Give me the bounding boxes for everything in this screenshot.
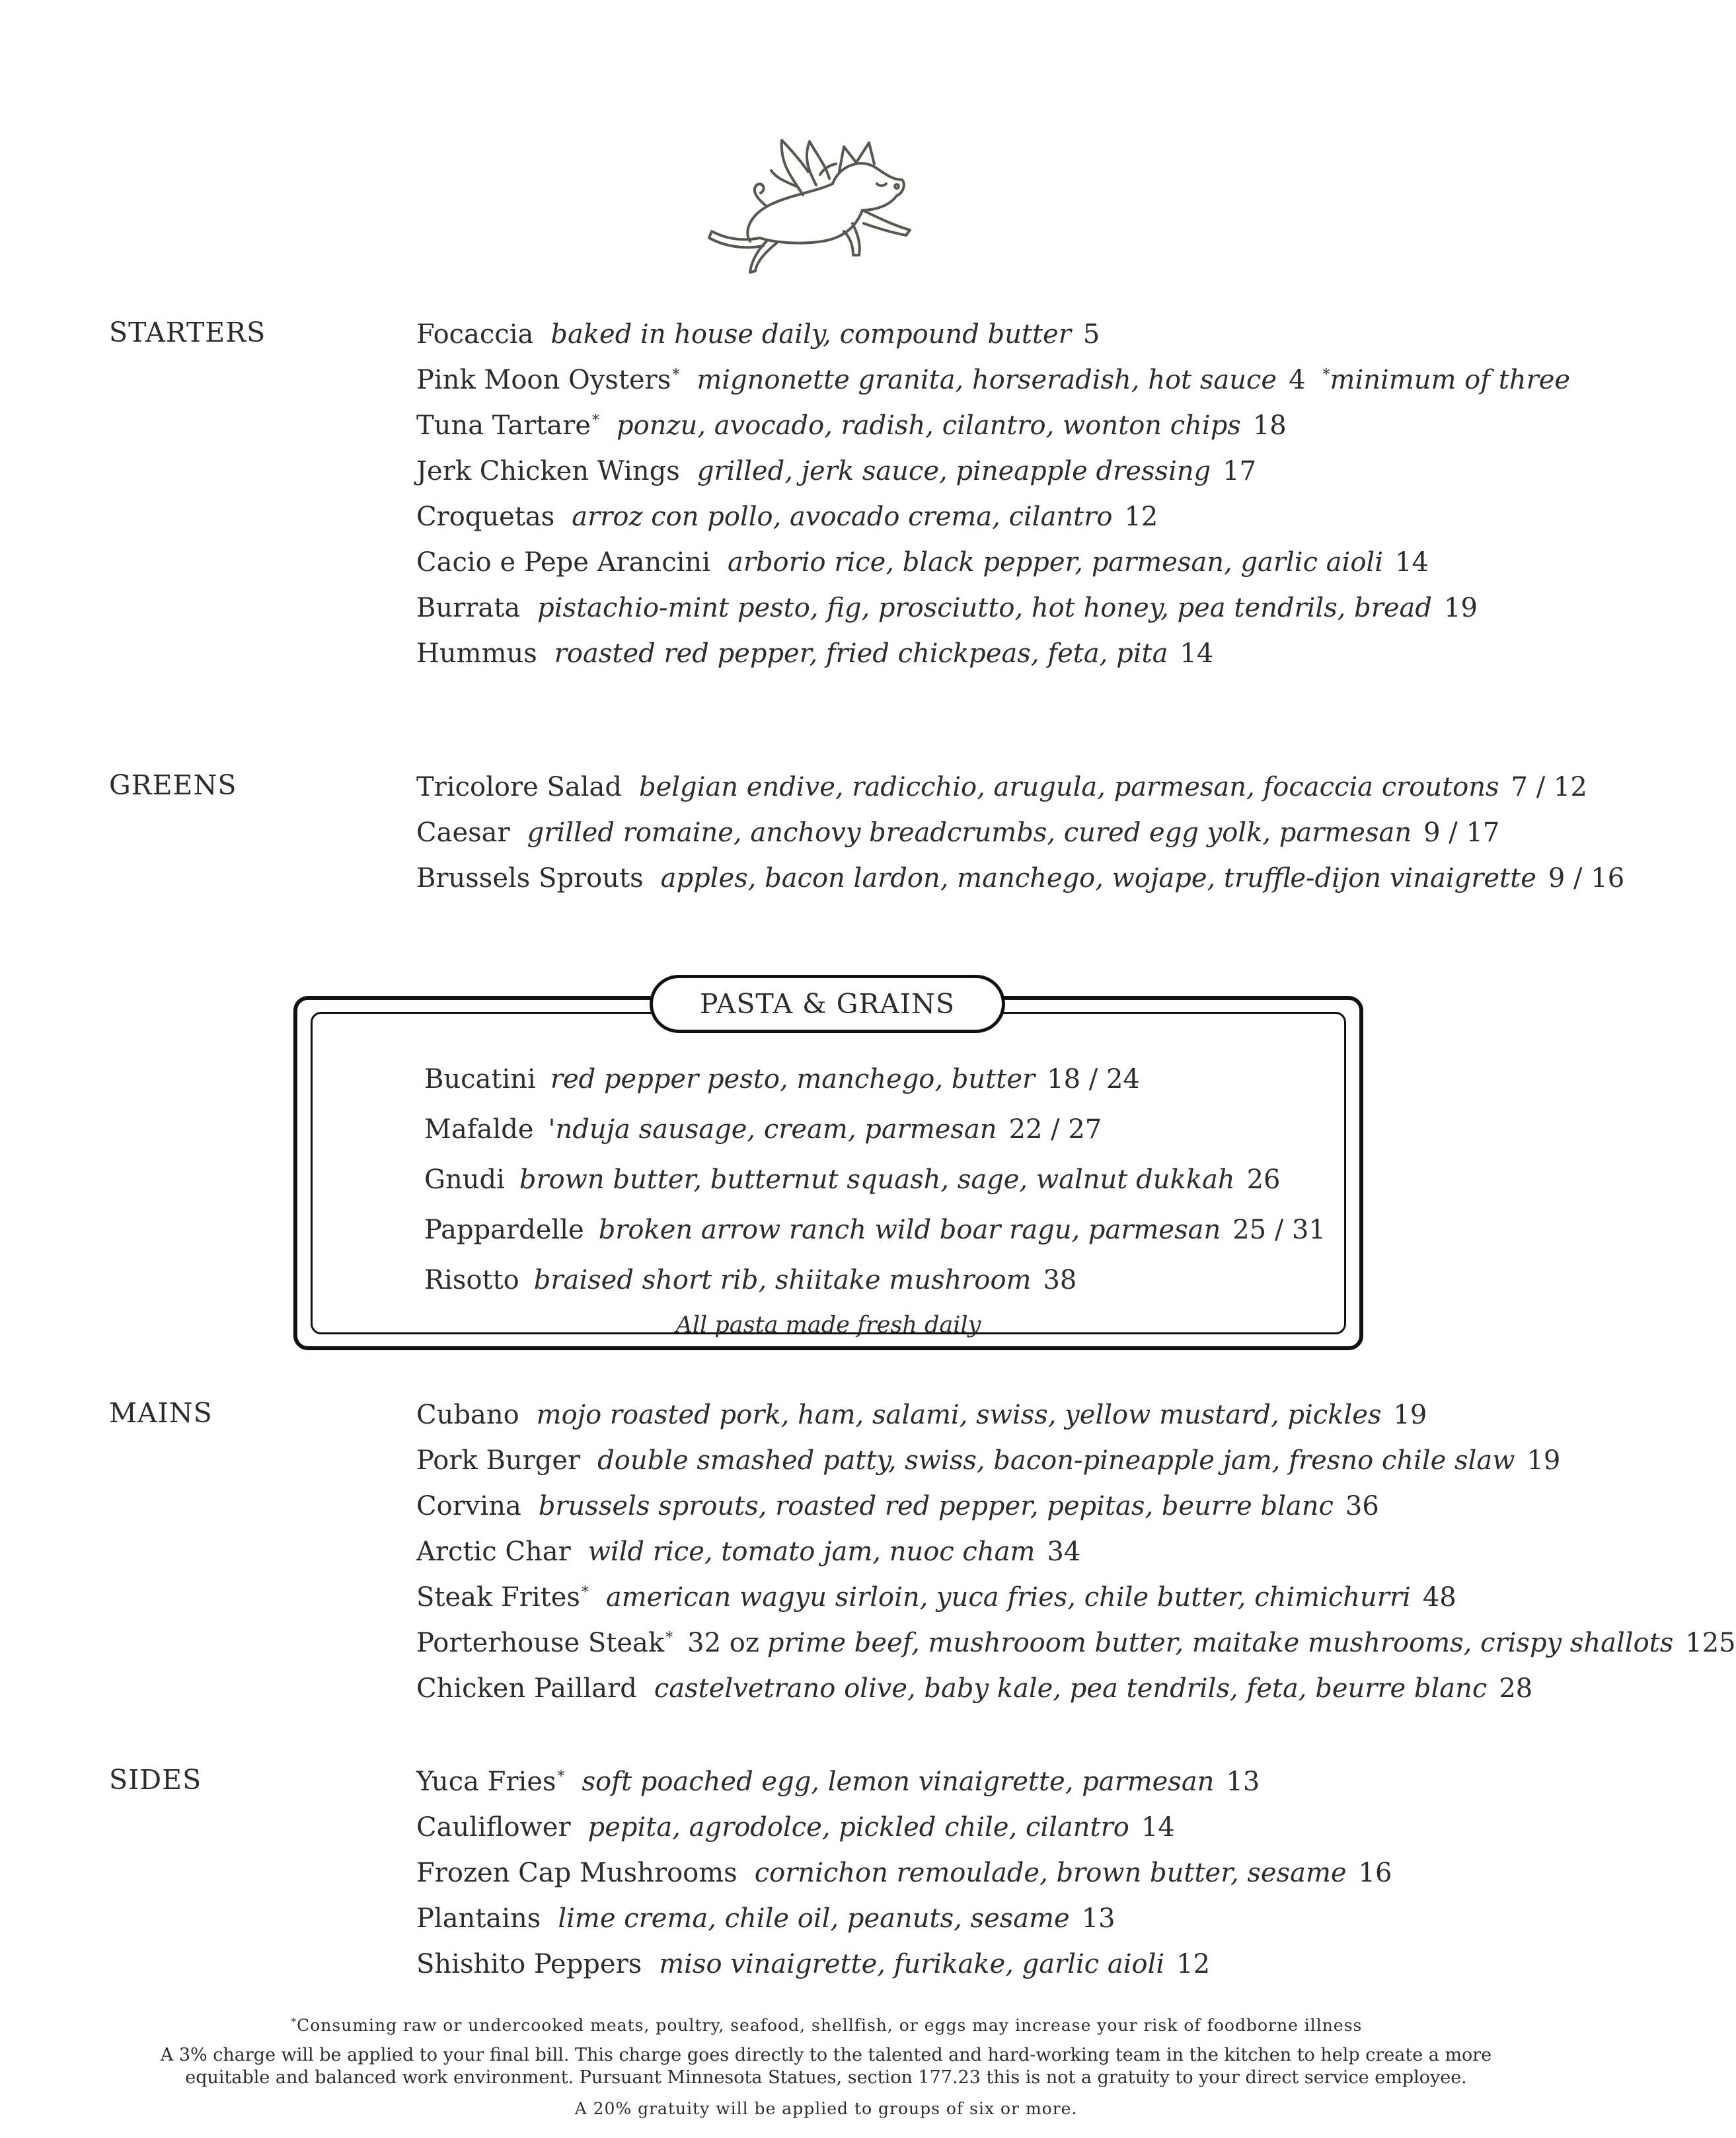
item-price: 4 (1289, 365, 1306, 395)
menu-item (424, 1217, 1326, 1267)
item-price: 34 (1047, 1537, 1081, 1567)
asterisk-mark: * (665, 1630, 673, 1646)
menu-item (416, 774, 1624, 820)
section-label-sides: SIDES (109, 1764, 202, 1796)
item-name: Gnudi (424, 1164, 505, 1195)
item-desc: grilled romaine, anchovy breadcrumbs, cured egg yolk, parmesan (527, 818, 1412, 848)
menu-item (416, 820, 1624, 865)
menu-item (416, 595, 1570, 640)
item-desc: 'nduja sausage, cream, parmesan (548, 1114, 997, 1145)
item-name: Pink Moon Oysters (416, 365, 671, 395)
menu-item (424, 1166, 1326, 1217)
foodborne-warning (0, 2016, 1652, 2035)
item-desc: belgian endive, radicchio, arugula, parmesan, focaccia croutons (638, 772, 1499, 802)
item-desc: soft poached egg, lemon vinaigrette, parmesan (582, 1767, 1215, 1797)
item-price: 19 (1444, 593, 1478, 623)
menu-item (416, 458, 1570, 504)
item-desc: brown butter, butternut squash, sage, walnut dukkah (519, 1164, 1235, 1195)
menu-item (416, 321, 1570, 367)
item-desc: cornichon remoulade, brown butter, sesame (754, 1858, 1347, 1888)
item-note: minimum of three (1330, 365, 1571, 395)
item-desc: baked in house daily, compound butter (550, 319, 1071, 350)
item-desc: lime crema, chile oil, peanuts, sesame (558, 1903, 1070, 1934)
item-desc: prime beef, mushrooom butter, maitake mushrooms, crispy shallots (767, 1628, 1674, 1658)
item-price: 12 (1176, 1949, 1211, 1979)
item-desc: arborio rice, black pepper, parmesan, garlic aioli (727, 547, 1384, 578)
item-desc: miso vinaigrette, furikake, garlic aioli (659, 1949, 1165, 1979)
item-price: 18 (1252, 410, 1287, 441)
item-name: Porterhouse Steak (416, 1628, 665, 1658)
item-name: Plantains (416, 1903, 541, 1934)
menu-item (416, 412, 1570, 458)
menu-item (416, 1402, 1736, 1447)
item-price: 14 (1180, 638, 1214, 669)
item-price: 48 (1422, 1582, 1456, 1613)
gratuity-notice: A 20% gratuity will be applied to groups of six or more. (574, 2099, 1078, 2118)
item-name: Bucatini (424, 1064, 536, 1094)
item-price: 125 (1685, 1628, 1736, 1658)
item-price: 25 / 31 (1232, 1215, 1326, 1245)
menu-item (416, 1814, 1392, 1860)
item-name: Tricolore Salad (416, 772, 622, 802)
asterisk-mark: * (291, 2016, 297, 2028)
mains-list (416, 1402, 1736, 1721)
item-name: Tuna Tartare (416, 410, 591, 441)
item-price: 17 (1223, 456, 1257, 486)
menu-item (416, 1630, 1736, 1675)
item-desc: grilled, jerk sauce, pineapple dressing (697, 456, 1211, 486)
item-desc: red pepper pesto, manchego, butter (550, 1064, 1036, 1094)
item-name: Mafalde (424, 1114, 534, 1145)
menu-item (416, 1951, 1392, 1997)
item-desc: brussels sprouts, roasted red pepper, pepitas, beurre blanc (538, 1491, 1334, 1521)
charge-line-2: equitable and balanced work environment. Pursuant Minnesota Statues, section 177.23 this is not a gratuity to your direct service employee. (185, 2067, 1467, 2088)
item-name: Jerk Chicken Wings (416, 456, 680, 486)
item-price: 22 / 27 (1008, 1114, 1102, 1145)
item-name: Cacio e Pepe Arancini (416, 547, 710, 578)
item-price: 14 (1141, 1812, 1175, 1843)
item-desc: roasted red pepper, fried chickpeas, feta, pita (554, 638, 1168, 669)
item-name: Brussels Sprouts (416, 863, 644, 894)
item-price: 16 (1358, 1858, 1392, 1888)
item-desc: apples, bacon lardon, manchego, wojape, truffle-dijon vinaigrette (660, 863, 1536, 894)
item-desc: ponzu, avocado, radish, cilantro, wonton chips (617, 410, 1241, 441)
item-name: Shishito Peppers (416, 1949, 642, 1979)
item-name: Arctic Char (416, 1537, 571, 1567)
menu-item (416, 1860, 1392, 1905)
asterisk-mark: * (581, 1584, 589, 1601)
item-price: 12 (1124, 502, 1158, 532)
asterisk-mark: * (557, 1769, 565, 1785)
item-name: Yuca Fries (416, 1767, 556, 1797)
menu-item (416, 1675, 1736, 1721)
item-desc: wild rice, tomato jam, nuoc cham (587, 1537, 1036, 1567)
item-name: Frozen Cap Mushrooms (416, 1858, 737, 1888)
item-price: 36 (1345, 1491, 1379, 1521)
item-desc: pistachio-mint pesto, fig, prosciutto, hot honey, pea tendrils, bread (537, 593, 1432, 623)
menu-item (416, 1769, 1392, 1814)
item-name: Pork Burger (416, 1445, 581, 1476)
item-desc: castelvetrano olive, baby kale, pea tendrils, feta, beurre blanc (654, 1673, 1488, 1704)
item-desc: american wagyu sirloin, yuca fries, chile butter, chimichurri (605, 1582, 1411, 1613)
item-desc: double smashed patty, swiss, bacon-pineapple jam, fresno chile slaw (597, 1445, 1515, 1476)
greens-list (416, 774, 1624, 911)
menu-item (416, 1539, 1736, 1584)
asterisk-mark: * (1322, 367, 1330, 383)
item-desc: mignonette granita, horseradish, hot sauce (697, 365, 1277, 395)
item-quantity: 32 oz (687, 1628, 759, 1658)
item-price: 13 (1226, 1767, 1260, 1797)
section-label-mains: MAINS (109, 1397, 213, 1429)
item-name: Cubano (416, 1400, 519, 1430)
menu-item (416, 504, 1570, 549)
asterisk-mark: * (672, 367, 680, 383)
pasta-list (424, 1066, 1326, 1317)
item-name: Focaccia (416, 319, 534, 350)
kitchen-charge-notice (0, 2044, 1652, 2089)
starters-list (416, 321, 1570, 686)
menu-item (424, 1267, 1326, 1317)
menu-item (416, 1584, 1736, 1630)
item-name: Cauliflower (416, 1812, 571, 1843)
menu-item (416, 640, 1570, 686)
item-name: Pappardelle (424, 1215, 584, 1245)
menu-item (416, 367, 1570, 412)
item-name: Steak Frites (416, 1582, 580, 1613)
sides-list (416, 1769, 1392, 1997)
item-desc: arroz con pollo, avocado crema, cilantro (572, 502, 1113, 532)
warning-text: Consuming raw or undercooked meats, poultry, seafood, shellfish, or eggs may increase your risk of foodborne illness (297, 2016, 1363, 2035)
menu-item (416, 1493, 1736, 1539)
menu-item (416, 865, 1624, 911)
item-price: 19 (1393, 1400, 1427, 1430)
section-label-greens: GREENS (109, 769, 237, 801)
pasta-note: All pasta made fresh daily (675, 1312, 981, 1338)
section-label-pasta: PASTA & GRAINS (650, 975, 1005, 1033)
item-name: Caesar (416, 818, 510, 848)
item-price: 38 (1043, 1265, 1077, 1295)
item-price: 19 (1527, 1445, 1561, 1476)
item-desc: pepita, agrodolce, pickled chile, cilantro (587, 1812, 1129, 1843)
item-name: Burrata (416, 593, 521, 623)
item-price: 14 (1395, 547, 1429, 578)
section-label-starters: STARTERS (109, 317, 266, 348)
menu-item (416, 1447, 1736, 1493)
item-desc: mojo roasted pork, ham, salami, swiss, yellow mustard, pickles (536, 1400, 1382, 1430)
charge-line-1: A 3% charge will be applied to your final bill. This charge goes directly to the talented and hard-working team in the kitchen to help create a more (160, 2045, 1492, 2065)
item-price: 5 (1082, 319, 1100, 350)
menu-item (424, 1066, 1326, 1116)
item-price: 13 (1081, 1903, 1115, 1934)
menu-item (416, 1905, 1392, 1951)
item-price: 9 / 16 (1548, 863, 1625, 894)
item-desc: braised short rib, shiitake mushroom (533, 1265, 1032, 1295)
asterisk-mark: * (592, 412, 600, 429)
flying-pig-logo (704, 132, 915, 278)
item-price: 26 (1246, 1164, 1281, 1195)
item-price: 9 / 17 (1423, 818, 1500, 848)
item-name: Croquetas (416, 502, 555, 532)
item-price: 18 / 24 (1047, 1064, 1140, 1094)
item-desc: broken arrow ranch wild boar ragu, parmesan (598, 1215, 1221, 1245)
item-name: Risotto (424, 1265, 519, 1295)
item-name: Corvina (416, 1491, 521, 1521)
menu-item (416, 549, 1570, 595)
menu-item (424, 1116, 1326, 1166)
item-name: Hummus (416, 638, 537, 669)
item-name: Chicken Paillard (416, 1673, 637, 1704)
item-price: 28 (1499, 1673, 1533, 1704)
item-price: 7 / 12 (1511, 772, 1587, 802)
